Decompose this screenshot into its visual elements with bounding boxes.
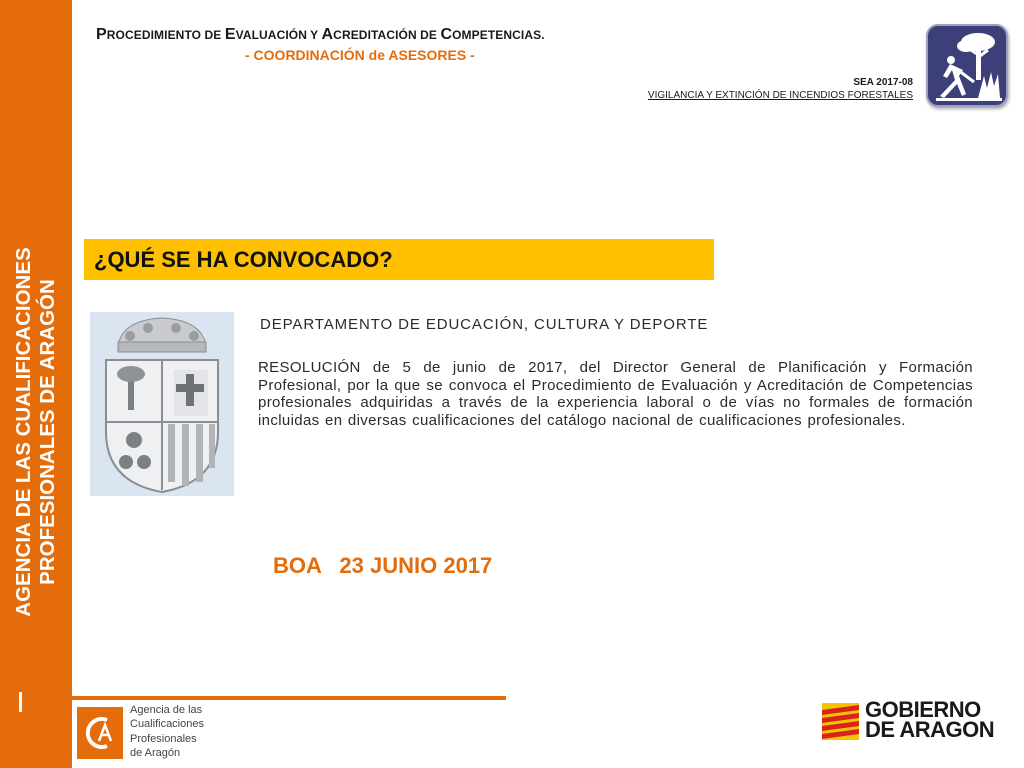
boa-date: 23 JUNIO 2017 xyxy=(339,553,493,578)
title-initial: C xyxy=(440,26,453,43)
sidebar-divider xyxy=(19,692,22,712)
sidebar-line-2: PROFESIONALES DE ARAGÓN xyxy=(36,279,59,585)
gobierno-line-1: GOBIERNO xyxy=(865,697,981,722)
sidebar-agency-title xyxy=(12,132,60,732)
aragon-flag-icon xyxy=(822,703,859,740)
coat-of-arms-icon xyxy=(90,312,234,496)
aragon-coat-of-arms xyxy=(90,312,234,496)
title-word: CREDITACIÓN DE xyxy=(333,28,441,42)
resolution-text: RESOLUCIÓN de 5 de junio de 2017, del Director General de Planificación y Formación Profesional, por la que se convoca el Procedimiento de Evaluación y Acreditación de Competencias profesionales adquiridas a través de la experiencia laboral o de vías no formales de formación incluidas en diversas cualificaciones del catálogo nacional de cualificaciones profesionales. xyxy=(258,359,973,429)
agency-logo xyxy=(77,707,123,759)
coordination-subtitle: - COORDINACIÓN de ASESORES - xyxy=(245,47,475,63)
procedure-title xyxy=(96,26,545,44)
title-word: ROCEDIMIENTO DE xyxy=(106,28,225,42)
title-initial: P xyxy=(96,26,107,43)
sea-code: SEA 2017-08 xyxy=(853,77,913,88)
agency-line: Agencia de las xyxy=(130,704,203,716)
footer-divider xyxy=(72,696,506,700)
department-heading: DEPARTAMENTO DE EDUCACIÓN, CULTURA Y DEPORTE xyxy=(260,316,709,333)
gobierno-logo-text xyxy=(865,697,995,742)
boa-publication xyxy=(273,553,492,579)
gobierno-line-2: DE ARAGON xyxy=(865,717,995,742)
sidebar-line-1: AGENCIA DE LAS CUALIFICACIONES xyxy=(12,247,35,617)
agency-logo-text xyxy=(130,703,204,760)
sea-qualification-name: VIGILANCIA Y EXTINCIÓN DE INCENDIOS FORESTALES xyxy=(647,90,913,101)
title-word: OMPETENCIAS. xyxy=(452,28,545,42)
firefighter-icon xyxy=(928,26,1006,105)
agency-logo-icon xyxy=(77,707,123,759)
firefighter-logo xyxy=(926,24,1008,107)
title-word: VALUACIÓN Y xyxy=(235,28,322,42)
agency-line: de Aragón xyxy=(130,746,181,759)
section-banner xyxy=(84,239,714,280)
agency-line: Cualificaciones xyxy=(130,718,204,731)
banner-heading: ¿QUÉ SE HA CONVOCADO? xyxy=(94,247,393,272)
title-initial: E xyxy=(224,26,236,43)
title-initial: A xyxy=(321,26,334,43)
boa-label: BOA xyxy=(273,553,322,578)
sidebar xyxy=(0,0,72,768)
agency-line: Profesionales xyxy=(130,732,197,745)
